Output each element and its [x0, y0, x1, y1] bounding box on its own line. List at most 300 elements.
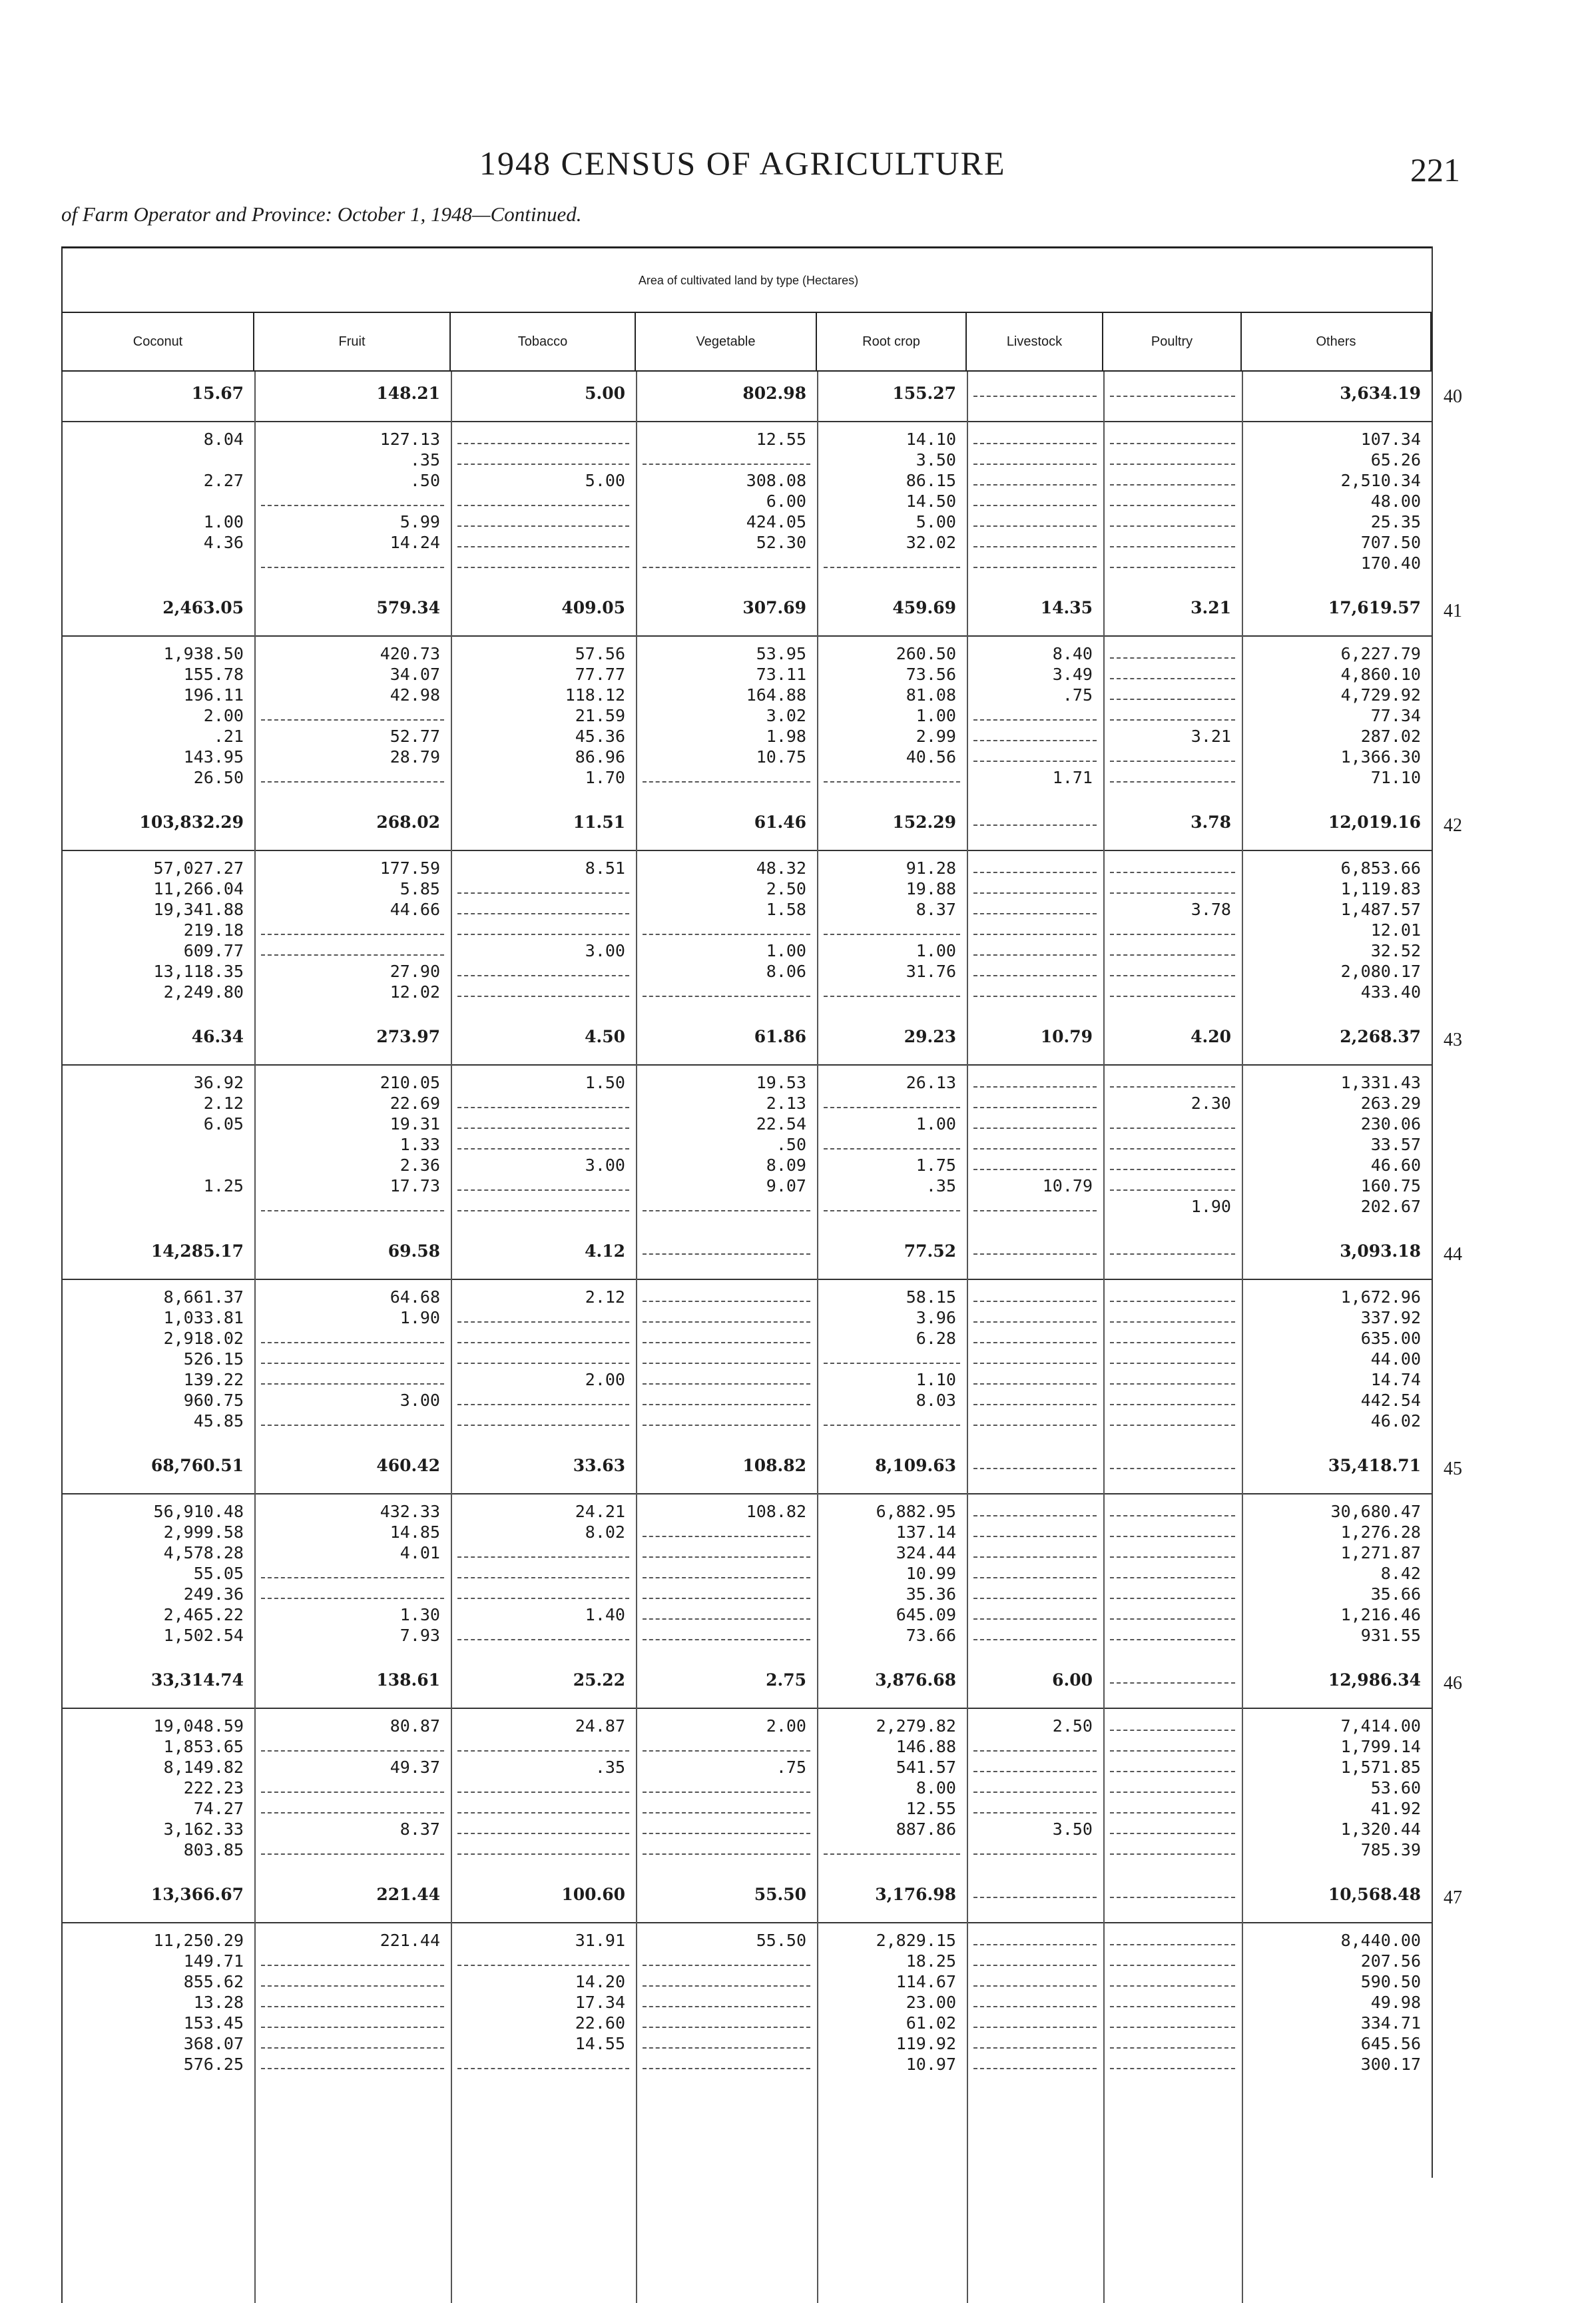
- leader-dots: [457, 1342, 629, 1343]
- leader-dots: [1110, 1128, 1235, 1129]
- leader-dots: [973, 546, 1097, 547]
- table-cell: 10.75: [756, 747, 806, 767]
- leader-dots: [261, 1598, 444, 1599]
- leader-dots: [643, 1639, 810, 1640]
- total-cell: 33.63: [573, 1456, 625, 1475]
- leader-dots: [973, 1515, 1097, 1516]
- leader-dots: [261, 1363, 444, 1364]
- totals-row: [61, 586, 1432, 639]
- total-cell: 68,760.51: [150, 1456, 244, 1475]
- leader-dots: [457, 934, 629, 935]
- table-cell: 6,227.79: [1340, 644, 1421, 663]
- table-cell: 53.60: [1370, 1778, 1421, 1798]
- leader-dots: [1110, 872, 1235, 873]
- leader-dots: [973, 1363, 1097, 1364]
- leader-dots: [973, 761, 1097, 762]
- total-cell: 77.52: [904, 1241, 956, 1261]
- table-row: [61, 982, 1432, 1002]
- table-row: [61, 1819, 1432, 1839]
- table-cell: 11,250.29: [153, 1931, 244, 1950]
- table-cell: 8,149.82: [163, 1758, 244, 1777]
- column-header-vegetable: Vegetable: [636, 313, 817, 372]
- table-cell: 202.67: [1360, 1197, 1421, 1216]
- leader-dots: [973, 1812, 1097, 1813]
- total-cell: 12,986.34: [1328, 1670, 1421, 1690]
- table-cell: 22.54: [756, 1114, 806, 1134]
- leader-dots: [261, 1210, 444, 1211]
- leader-dots: [457, 975, 629, 976]
- column-header-poultry: Poultry: [1103, 313, 1242, 372]
- table-cell: 3.02: [766, 706, 806, 725]
- table-cell: 803.85: [183, 1840, 244, 1859]
- total-cell: 4.20: [1191, 1027, 1231, 1046]
- leader-dots: [1110, 1730, 1235, 1731]
- table-cell: 46.60: [1370, 1155, 1421, 1175]
- page-title: 1948 CENSUS OF AGRICULTURE: [479, 145, 1006, 182]
- table-row: [61, 920, 1432, 940]
- leader-dots: [643, 1833, 810, 1834]
- leader-dots: [457, 913, 629, 914]
- leader-dots: [643, 1965, 810, 1966]
- table-cell: 442.54: [1360, 1391, 1421, 1410]
- leader-dots: [457, 505, 629, 506]
- leader-dots: [261, 1853, 444, 1855]
- leader-dots: [643, 2068, 810, 2069]
- totals-row: [61, 1229, 1432, 1283]
- table-row: [61, 1716, 1432, 1736]
- leader-dots: [824, 567, 960, 568]
- leader-dots: [457, 1833, 629, 1834]
- leader-dots: [457, 1853, 629, 1855]
- block-separator: [61, 635, 1432, 637]
- table-cell: 1.71: [1052, 768, 1093, 787]
- leader-dots: [1110, 2047, 1235, 2049]
- table-row: [61, 1778, 1432, 1798]
- table-cell: 143.95: [183, 747, 244, 767]
- leader-dots: [643, 1577, 810, 1578]
- leader-dots: [973, 1321, 1097, 1323]
- table-cell: 8.03: [916, 1391, 956, 1410]
- totals-row: [61, 1873, 1432, 1926]
- leader-dots: [973, 1404, 1097, 1405]
- table-cell: 65.26: [1370, 450, 1421, 470]
- leader-dots: [643, 1853, 810, 1855]
- column-rule: [636, 372, 637, 2303]
- leader-dots: [1110, 934, 1235, 935]
- total-cell: 3.21: [1191, 598, 1231, 617]
- total-cell: 460.42: [376, 1456, 440, 1475]
- table-cell: 35.36: [906, 1584, 956, 1604]
- right-rule: [1432, 246, 1433, 2178]
- table-cell: 8,661.37: [163, 1287, 244, 1307]
- table-cell: 931.55: [1360, 1626, 1421, 1645]
- table-cell: 1,033.81: [163, 1308, 244, 1327]
- leader-dots: [457, 1639, 629, 1640]
- table-cell: 887.86: [896, 1819, 956, 1839]
- leader-dots: [973, 464, 1097, 465]
- total-cell: 138.61: [376, 1670, 440, 1690]
- leader-dots: [643, 1301, 810, 1302]
- leader-dots: [973, 1985, 1097, 1987]
- table-row: [61, 1196, 1432, 1217]
- table-cell: 1.90: [1191, 1197, 1231, 1216]
- table-cell: 34.07: [390, 665, 440, 684]
- table-cell: 287.02: [1360, 727, 1421, 746]
- table-cell: 73.56: [906, 665, 956, 684]
- table-subtitle: of Farm Operator and Province: October 1, 1948—Continued.: [61, 202, 582, 226]
- table-cell: 12.55: [906, 1799, 956, 1818]
- table-cell: 19.31: [390, 1114, 440, 1134]
- leader-dots: [261, 1383, 444, 1385]
- leader-dots: [973, 1750, 1097, 1752]
- leader-dots: [973, 1556, 1097, 1558]
- leader-dots: [973, 1468, 1097, 1469]
- table-cell: 1,366.30: [1340, 747, 1421, 767]
- table-cell: 48.00: [1370, 492, 1421, 511]
- table-cell: 14.20: [575, 1972, 625, 1991]
- table-cell: 2.50: [1052, 1716, 1093, 1736]
- leader-dots: [457, 1577, 629, 1578]
- table-row: [61, 1563, 1432, 1584]
- table-cell: 1.70: [585, 768, 625, 787]
- leader-dots: [973, 824, 1097, 826]
- table-row: [61, 1839, 1432, 1860]
- table-cell: 19.88: [906, 879, 956, 898]
- table-cell: 57,027.27: [153, 858, 244, 878]
- table-row: [61, 878, 1432, 899]
- table-cell: 3,162.33: [163, 1819, 244, 1839]
- leader-dots: [973, 740, 1097, 741]
- table-cell: 2,080.17: [1340, 962, 1421, 981]
- table-cell: 57.56: [575, 644, 625, 663]
- totals-row: [61, 1444, 1432, 1497]
- table-cell: 14.74: [1370, 1370, 1421, 1389]
- table-cell: 1,571.85: [1340, 1758, 1421, 1777]
- totals-row: [61, 801, 1432, 854]
- leader-dots: [973, 2006, 1097, 2007]
- table-cell: 49.98: [1370, 1993, 1421, 2012]
- leader-dots: [973, 954, 1097, 956]
- leader-dots: [1110, 1169, 1235, 1170]
- leader-dots: [1110, 1833, 1235, 1834]
- table-cell: 45.85: [193, 1411, 244, 1431]
- leader-dots: [457, 1598, 629, 1599]
- table-cell: 56,910.48: [153, 1502, 244, 1521]
- table-row: [61, 747, 1432, 767]
- table-cell: 3.21: [1191, 727, 1231, 746]
- total-cell: 11.51: [573, 813, 625, 832]
- total-cell: 2,463.05: [162, 598, 244, 617]
- table-cell: 52.30: [756, 533, 806, 552]
- table-cell: 3.96: [916, 1308, 956, 1327]
- table-cell: 119.92: [896, 2034, 956, 2053]
- leader-dots: [261, 1750, 444, 1752]
- total-cell: 13,366.67: [150, 1885, 244, 1904]
- table-row: [61, 940, 1432, 961]
- table-cell: .75: [776, 1758, 806, 1777]
- leader-dots: [643, 1363, 810, 1364]
- table-cell: .35: [595, 1758, 625, 1777]
- table-cell: 1,271.87: [1340, 1543, 1421, 1562]
- table-cell: 8.09: [766, 1155, 806, 1175]
- table-cell: 196.11: [183, 685, 244, 705]
- table-cell: 1,320.44: [1340, 1819, 1421, 1839]
- column-header-others: Others: [1242, 313, 1432, 372]
- column-header-fruit: Fruit: [254, 313, 451, 372]
- table-cell: 4.36: [203, 533, 244, 552]
- table-cell: 8.04: [203, 430, 244, 449]
- leader-dots: [973, 1169, 1097, 1170]
- leader-dots: [1110, 1944, 1235, 1945]
- table-cell: 2.99: [916, 727, 956, 746]
- total-cell: 6.00: [1052, 1670, 1093, 1690]
- table-cell: 8.40: [1052, 644, 1093, 663]
- totals-row: [61, 372, 1432, 425]
- table-row: [61, 899, 1432, 920]
- table-cell: 3.00: [585, 1155, 625, 1175]
- total-cell: 55.50: [754, 1885, 806, 1904]
- leader-dots: [973, 1383, 1097, 1385]
- table-cell: 635.00: [1360, 1329, 1421, 1348]
- leader-dots: [973, 1425, 1097, 1426]
- total-cell: 12,019.16: [1328, 813, 1421, 832]
- leader-dots: [973, 396, 1097, 397]
- leader-dots: [973, 567, 1097, 568]
- table-cell: 2.12: [585, 1287, 625, 1307]
- table-cell: 207.56: [1360, 1951, 1421, 1971]
- leader-dots: [1110, 1148, 1235, 1150]
- leader-dots: [1110, 464, 1235, 465]
- table-cell: 1,799.14: [1340, 1737, 1421, 1756]
- table-cell: 55.50: [756, 1931, 806, 1950]
- leader-dots: [643, 1985, 810, 1987]
- row-number: 44: [1444, 1244, 1462, 1265]
- table-cell: 14.50: [906, 492, 956, 511]
- row-number: 45: [1444, 1459, 1462, 1479]
- block-separator: [61, 421, 1432, 422]
- table-row: [61, 1114, 1432, 1134]
- table-cell: 230.06: [1360, 1114, 1421, 1134]
- table-cell: 24.87: [575, 1716, 625, 1736]
- table-cell: 18.25: [906, 1951, 956, 1971]
- leader-dots: [1110, 1985, 1235, 1987]
- table-cell: 27.90: [390, 962, 440, 981]
- table-cell: 91.28: [906, 858, 956, 878]
- group-header-label: Area of cultivated land by type (Hectares): [638, 274, 859, 287]
- leader-dots: [457, 1107, 629, 1108]
- table-cell: 149.71: [183, 1951, 244, 1971]
- table-cell: 6.00: [766, 492, 806, 511]
- leader-dots: [457, 1189, 629, 1191]
- leader-dots: [643, 1253, 810, 1255]
- table-cell: 58.15: [906, 1287, 956, 1307]
- leader-dots: [973, 1897, 1097, 1898]
- leader-dots: [973, 505, 1097, 506]
- table-cell: 77.77: [575, 665, 625, 684]
- total-cell: 3,176.98: [875, 1885, 956, 1904]
- table-cell: 1.00: [916, 1114, 956, 1134]
- table-cell: 55.05: [193, 1564, 244, 1583]
- table-cell: 432.33: [380, 1502, 440, 1521]
- table-row: [61, 1390, 1432, 1411]
- table-cell: 324.44: [896, 1543, 956, 1562]
- leader-dots: [457, 1556, 629, 1558]
- leader-dots: [1110, 1771, 1235, 1772]
- table-cell: 3.50: [1052, 1819, 1093, 1839]
- table-cell: 30,680.47: [1330, 1502, 1421, 1521]
- leader-dots: [1110, 1189, 1235, 1191]
- total-cell: 14,285.17: [150, 1241, 244, 1261]
- total-cell: 61.46: [754, 813, 806, 832]
- table-cell: 2,249.80: [163, 982, 244, 1002]
- total-cell: 3.78: [1191, 813, 1231, 832]
- table-cell: 73.66: [906, 1626, 956, 1645]
- leader-dots: [973, 1965, 1097, 1966]
- leader-dots: [643, 1792, 810, 1793]
- leader-dots: [1110, 1536, 1235, 1537]
- table-row: [61, 961, 1432, 982]
- block-separator: [61, 1279, 1432, 1280]
- column-header-coconut: Coconut: [61, 313, 254, 372]
- leader-dots: [1110, 505, 1235, 506]
- table-cell: 260.50: [896, 644, 956, 663]
- table-cell: 17.73: [390, 1176, 440, 1195]
- table-row: [61, 429, 1432, 450]
- total-cell: 148.21: [376, 384, 440, 403]
- table-cell: 2,918.02: [163, 1329, 244, 1348]
- table-row: [61, 491, 1432, 511]
- leader-dots: [824, 996, 960, 997]
- table-cell: 11,266.04: [153, 879, 244, 898]
- table-cell: 1.33: [399, 1135, 440, 1154]
- leader-dots: [973, 1536, 1097, 1537]
- leader-dots: [973, 892, 1097, 894]
- leader-dots: [973, 484, 1097, 486]
- leader-dots: [261, 1985, 444, 1987]
- leader-dots: [457, 464, 629, 465]
- table-cell: 153.45: [183, 2013, 244, 2033]
- table-cell: .50: [776, 1135, 806, 1154]
- table-row: [61, 1411, 1432, 1431]
- column-rule: [254, 372, 256, 2303]
- table-cell: 170.40: [1360, 553, 1421, 573]
- leader-dots: [643, 464, 810, 465]
- leader-dots: [1110, 1598, 1235, 1599]
- table-cell: 645.09: [896, 1605, 956, 1624]
- leader-dots: [1110, 1404, 1235, 1405]
- leader-dots: [261, 2068, 444, 2069]
- leader-dots: [643, 2027, 810, 2028]
- table-cell: 32.52: [1370, 941, 1421, 960]
- table-cell: 1.00: [766, 941, 806, 960]
- table-cell: 73.11: [756, 665, 806, 684]
- table-cell: 22.60: [575, 2013, 625, 2033]
- leader-dots: [261, 2047, 444, 2049]
- leader-dots: [1110, 484, 1235, 486]
- total-cell: 409.05: [561, 598, 625, 617]
- totals-row: [61, 1015, 1432, 1068]
- block-separator: [61, 850, 1432, 851]
- table-cell: 13.28: [193, 1993, 244, 2012]
- table-row: [61, 1093, 1432, 1114]
- table-cell: 86.96: [575, 747, 625, 767]
- table-cell: 4,578.28: [163, 1543, 244, 1562]
- table-cell: 19.53: [756, 1073, 806, 1092]
- leader-dots: [457, 1321, 629, 1323]
- leader-dots: [1110, 954, 1235, 956]
- table-cell: 7,414.00: [1340, 1716, 1421, 1736]
- leader-dots: [261, 1965, 444, 1966]
- table-row: [61, 1287, 1432, 1307]
- column-rule: [1103, 372, 1105, 2303]
- table-cell: 74.27: [193, 1799, 244, 1818]
- total-cell: 802.98: [742, 384, 806, 403]
- table-cell: 8.06: [766, 962, 806, 981]
- total-cell: 17,619.57: [1328, 598, 1421, 617]
- table-cell: 8.37: [916, 900, 956, 919]
- total-cell: 33,314.74: [150, 1670, 244, 1690]
- leader-dots: [261, 1577, 444, 1578]
- leader-dots: [1110, 1468, 1235, 1469]
- total-cell: 155.27: [892, 384, 956, 403]
- leader-dots: [643, 1598, 810, 1599]
- leader-dots: [1110, 1515, 1235, 1516]
- leader-dots: [261, 1792, 444, 1793]
- table-row: [61, 553, 1432, 573]
- table-cell: 3.50: [916, 450, 956, 470]
- leader-dots: [973, 872, 1097, 873]
- table-cell: 28.79: [390, 747, 440, 767]
- table-cell: 1.00: [916, 706, 956, 725]
- leader-dots: [1110, 699, 1235, 700]
- leader-dots: [643, 1750, 810, 1752]
- table-cell: 61.02: [906, 2013, 956, 2033]
- table-cell: 3.00: [585, 941, 625, 960]
- table-cell: 12.02: [390, 982, 440, 1002]
- table-cell: 26.50: [193, 768, 244, 787]
- total-cell: 579.34: [376, 598, 440, 617]
- table-cell: 160.75: [1360, 1176, 1421, 1195]
- leader-dots: [973, 1771, 1097, 1772]
- total-cell: 108.82: [742, 1456, 806, 1475]
- table-cell: 44.66: [390, 900, 440, 919]
- total-cell: 14.35: [1040, 598, 1093, 617]
- table-cell: 609.77: [183, 941, 244, 960]
- leader-dots: [643, 1556, 810, 1558]
- table-cell: 433.40: [1360, 982, 1421, 1002]
- table-cell: 8.51: [585, 858, 625, 878]
- leader-dots: [643, 1342, 810, 1343]
- leader-dots: [457, 996, 629, 997]
- table-cell: 3.49: [1052, 665, 1093, 684]
- leader-dots: [973, 1342, 1097, 1343]
- table-cell: 576.25: [183, 2055, 244, 2074]
- table-cell: 45.36: [575, 727, 625, 746]
- table-cell: 1,672.96: [1340, 1287, 1421, 1307]
- leader-dots: [1110, 1321, 1235, 1323]
- table-cell: 24.21: [575, 1502, 625, 1521]
- leader-dots: [1110, 1301, 1235, 1302]
- table-cell: 35.66: [1370, 1584, 1421, 1604]
- total-cell: 221.44: [376, 1885, 440, 1904]
- block-separator: [61, 1064, 1432, 1066]
- table-cell: 960.75: [183, 1391, 244, 1410]
- leader-dots: [973, 1128, 1097, 1129]
- totals-row: [61, 1658, 1432, 1712]
- leader-dots: [973, 1853, 1097, 1855]
- leader-dots: [973, 913, 1097, 914]
- leader-dots: [1110, 1577, 1235, 1578]
